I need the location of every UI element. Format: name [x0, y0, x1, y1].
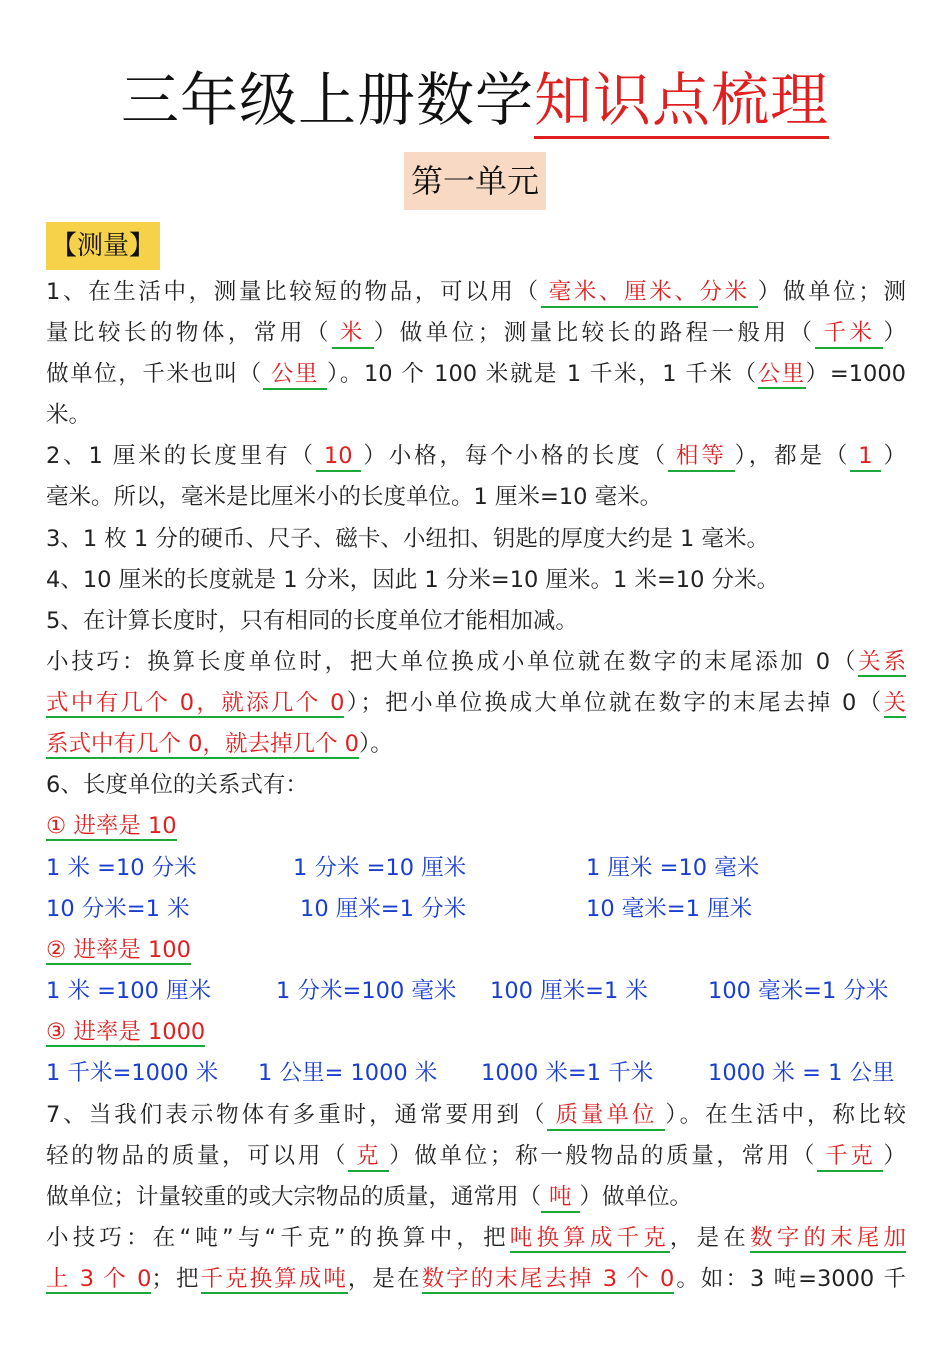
answer: 式中有几个 0，就添几个 0	[46, 690, 345, 716]
p5-line: 5、在计算长度时，只有相同的长度单位才能相加减。	[46, 608, 578, 634]
p2-line-1: 2、1 厘米的长度里有（ 10 ）小格，每个小格的长度（ 相等 ），都是（ 1 ）	[46, 436, 906, 476]
answer: 千克换算成吨	[200, 1266, 348, 1292]
p1-line-2: 量比较长的物体，常用（ 米 ）做单位；测量比较长的路程一般用（ 千米 ）	[46, 313, 906, 353]
relation: 100 毫米=1 分米	[708, 978, 889, 1004]
p4-line: 4、10 厘米的长度就是 1 分米，因此 1 分米=10 厘米。1 米=10 分米。	[46, 567, 780, 593]
relation: 10 毫米=1 厘米	[586, 896, 753, 922]
section-tag: 【测量】	[46, 222, 160, 270]
answer: 吨	[541, 1184, 580, 1213]
relation: 1 米 =100 厘米	[46, 978, 212, 1004]
rate10-label: ① 进率是 10	[46, 813, 177, 839]
page-title	[0, 60, 950, 140]
title-black: 三年级上册数学	[120, 66, 534, 134]
relation: 100 厘米=1 米	[490, 978, 648, 1004]
relation: 1 分米=100 毫米	[276, 978, 457, 1004]
p2-line-2: 毫米。所以，毫米是比厘米小的长度单位。1 厘米=10 毫米。	[46, 484, 663, 510]
answer: 上 3 个 0	[46, 1266, 152, 1292]
answer: 克	[348, 1143, 389, 1172]
p7-line-3: 做单位；计量较重的或大宗物品的质量，通常用（ 吨 ）做单位。	[46, 1177, 906, 1217]
tip2-line-2: 上 3 个 0；把千克换算成吨，是在数字的末尾去掉 3 个 0。如：3 吨=3000 千	[46, 1266, 906, 1292]
rate100-label: ② 进率是 100	[46, 937, 191, 963]
answer: 数字的末尾去掉 3 个 0	[421, 1266, 675, 1292]
p3-line: 3、1 枚 1 分的硬币、尺子、磁卡、小纽扣、钥匙的厚度大约是 1 毫米。	[46, 526, 770, 552]
answer: 质量单位	[547, 1102, 665, 1131]
answer: 相等	[668, 443, 735, 472]
p1-line-3: 做单位，千米也叫（ 公里 ）。10 个 100 米就是 1 千米，1 千米（公里）=1000	[46, 354, 906, 394]
answer: 1	[850, 443, 880, 472]
tip1-line-1: 小技巧：换算长度单位时，把大单位换成小单位就在数字的末尾添加 0（关系	[46, 649, 906, 675]
relation: 1 公里= 1000 米	[258, 1060, 438, 1086]
relation: 1 分米 =10 厘米	[293, 855, 467, 881]
title-highlight: 知识点梳理	[534, 66, 829, 139]
answer: 公里	[757, 361, 806, 387]
relation: 1000 米=1 千米	[481, 1060, 654, 1086]
relation: 10 厘米=1 分米	[300, 896, 467, 922]
tip2-line-1: 小技巧：在“吨”与“千克”的换算中，把吨换算成千克，是在数字的末尾加	[46, 1225, 906, 1251]
relation: 1 千米=1000 米	[46, 1060, 219, 1086]
p7-line-2: 轻的物品的质量，可以用（ 克 ）做单位；称一般物品的质量，常用（ 千克 ）	[46, 1136, 906, 1176]
answer: 千米	[815, 320, 883, 349]
tip1-line-3: 系式中有几个 0，就去掉几个 0）。	[46, 731, 393, 757]
answer: 系式中有几个 0，就去掉几个 0	[46, 731, 359, 757]
answer: 关系	[858, 649, 906, 675]
answer: 数字的末尾加	[750, 1225, 906, 1251]
answer: 公里	[263, 361, 327, 390]
answer: 10	[316, 443, 361, 472]
answer: 关	[883, 690, 907, 716]
p7-line-1: 7、当我们表示物体有多重时，通常要用到（ 质量单位 ）。在生活中，称比较	[46, 1095, 906, 1135]
answer: 千克	[817, 1143, 883, 1172]
relation: 1 厘米 =10 毫米	[586, 855, 760, 881]
p6-line: 6、长度单位的关系式有：	[46, 772, 308, 798]
answer: 吨换算成千克	[509, 1225, 670, 1251]
unit-title: 第一单元	[404, 152, 546, 210]
p1-line-1: 1、在生活中，测量比较短的物品，可以用（ 毫米、厘米、分米 ）做单位；测	[46, 272, 906, 312]
relation: 1 米 =10 分米	[46, 855, 197, 881]
tip1-line-2: 式中有几个 0，就添几个 0）；把小单位换成大单位就在数字的末尾去掉 0（关	[46, 690, 907, 716]
answer: 米	[332, 320, 374, 349]
rate1000-label: ③ 进率是 1000	[46, 1019, 206, 1045]
relation: 10 分米=1 米	[46, 896, 190, 922]
answer: 毫米、厘米、分米	[541, 279, 758, 308]
p1-line-4: 米。	[46, 402, 92, 428]
relation: 1000 米 = 1 公里	[708, 1060, 895, 1086]
